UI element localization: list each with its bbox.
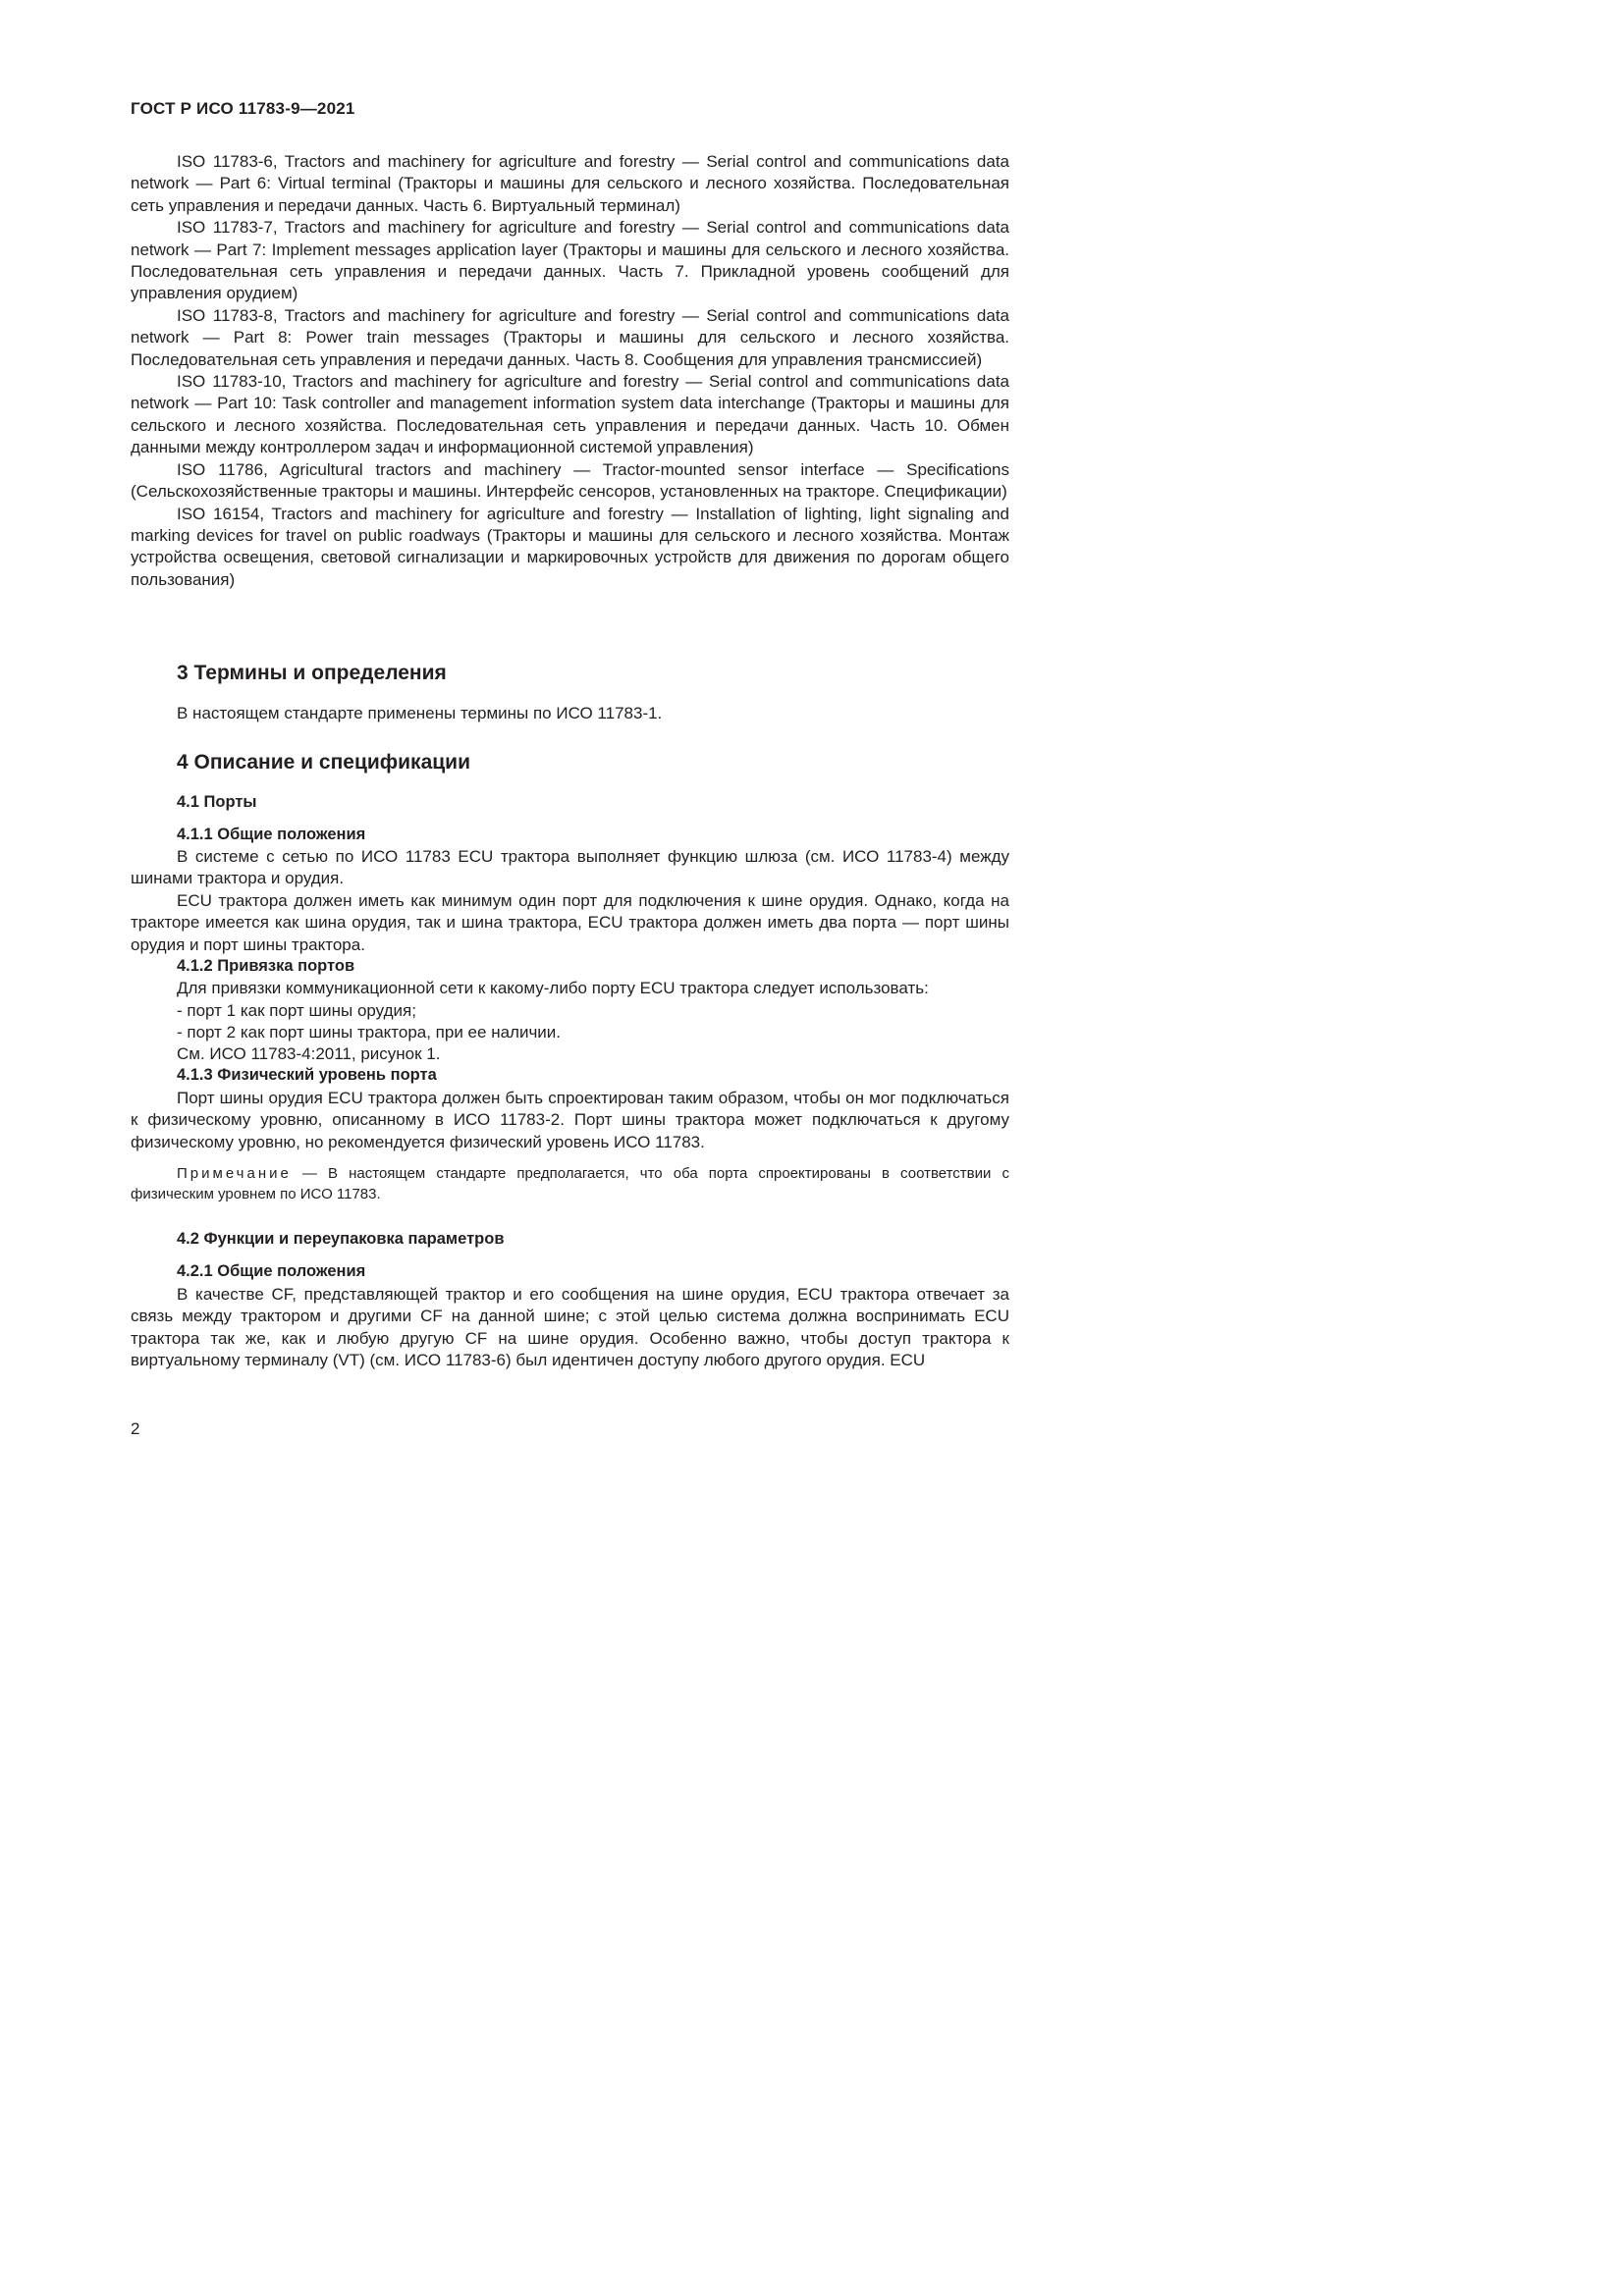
section-3-text: В настоящем стандарте применены термины по ИСО 11783-1.	[177, 704, 663, 722]
section-4-1-2-intro: Для привязки коммуникационной сети к какому-либо порту ECU трактора следует использовать:	[177, 979, 929, 997]
section-4-1-1-heading: 4.1.1 Общие положения	[177, 826, 366, 843]
section-4-1-3-paragraph: Порт шины орудия ECU трактора должен быть спроектирован таким образом, чтобы он мог подключаться к физическому уровню, описанному в ИСО 11783-2. Порт шины трактора может подключаться к другому физическому уровню, но рекомендуется физический уровень ИСО 11783.	[131, 1089, 1009, 1151]
section-3-heading: 3 Термины и определения	[177, 662, 447, 684]
section-4-1-3-body	[131, 1088, 1009, 1153]
document-page	[0, 0, 1080, 1528]
section-4-2-1-heading: 4.2.1 Общие положения	[177, 1262, 366, 1280]
section-4-1-1-paragraph: ECU трактора должен иметь как минимум один порт для подключения к шине орудия. Однако, когда на тракторе имеется как шина орудия, так и шина трактора, ECU трактора должен иметь два порта — порт шины орудия и порт шины трактора.	[131, 890, 1009, 954]
physical-layer-note	[131, 1164, 1009, 1204]
reference-iso-16154: ISO 16154, Tractors and machinery for agriculture and forestry — Installation of lighting, light signaling and marking devices for travel on public roadways (Тракторы и машины для сельского и лесного хозяйства. Монтаж устройства освещения, световой сигнализации и маркировочных устройств для движения по дорогам общего пользования)	[131, 504, 1009, 589]
section-4-1-1-paragraph: В системе с сетью по ИСО 11783 ECU трактора выполняет функцию шлюза (см. ИСО 11783-4) между шинами трактора и орудия.	[131, 847, 1009, 888]
page-number: 2	[131, 1419, 140, 1438]
section-4-2-1-paragraph: В качестве CF, представляющей трактор и его сообщения на шине орудия, ECU трактора отвечает за связь между трактором и другими CF на данной шине; с этой целью система должна воспринимать ECU трактора так же, как и любую другую CF на шине орудия. Особенно важно, чтобы доступ трактора к виртуальному терминалу (VT) (см. ИСО 11783-6) был идентичен доступу любого другого орудия. ECU	[131, 1285, 1009, 1370]
reference-iso-11783-10: ISO 11783-10, Tractors and machinery for agriculture and forestry — Serial control and communications data network — Part 10: Task controller and management information system data interchange (Тракторы и машины для сельского и лесного хозяйства. Последовательная сеть управления и передачи данных. Часть 10. Обмен данными между контроллером задач и информационной системой управления)	[131, 372, 1009, 457]
section-4-1-3-heading: 4.1.3 Физический уровень порта	[177, 1066, 437, 1084]
port-assignment-item: - порт 1 как порт шины орудия;	[177, 1001, 416, 1020]
section-4-2-1-body	[131, 1284, 1009, 1372]
note-label: Примечание	[177, 1165, 292, 1182]
section-4-2-heading: 4.2 Функции и переупаковка параметров	[177, 1230, 505, 1248]
normative-references-list	[131, 151, 1009, 591]
section-4-1-2-reference: См. ИСО 11783-4:2011, рисунок 1.	[177, 1044, 441, 1063]
section-4-1-2-heading: 4.1.2 Привязка портов	[177, 957, 355, 975]
note-text: — В настоящем стандарте предполагается, что оба порта спроектированы в соответствии с физическим уровнем по ИСО 11783.	[131, 1165, 1009, 1202]
section-4-1-heading: 4.1 Порты	[177, 793, 257, 811]
reference-iso-11786: ISO 11786, Agricultural tractors and machinery — Tractor-mounted sensor interface — Specifications (Сельскохозяйственные тракторы и машины. Интерфейс сенсоров, установленных на тракторе. Спецификации)	[131, 459, 1009, 502]
reference-iso-11783-8: ISO 11783-8, Tractors and machinery for agriculture and forestry — Serial control and communications data network — Part 8: Power train messages (Тракторы и машины для сельского и лесного хозяйства. Последовательная сеть управления и передачи данных. Часть 8. Сообщения для управления трансмиссией)	[131, 305, 1009, 369]
reference-iso-11783-7: ISO 11783-7, Tractors and machinery for agriculture and forestry — Serial control and communications data network — Part 7: Implement messages application layer (Тракторы и машины для сельского и лесного хозяйства. Последовательная сеть управления и передачи данных. Часть 7. Прикладной уровень сообщений для управления орудием)	[131, 218, 1009, 303]
section-4-heading: 4 Описание и спецификации	[177, 751, 470, 774]
standard-header: ГОСТ Р ИСО 11783-9—2021	[131, 99, 355, 118]
port-assignment-item: - порт 2 как порт шины трактора, при ее наличии.	[177, 1023, 562, 1041]
section-4-1-1-body	[131, 846, 1009, 956]
reference-iso-11783-6: ISO 11783-6, Tractors and machinery for agriculture and forestry — Serial control and communications data network — Part 6: Virtual terminal (Тракторы и машины для сельского и лесного хозяйства. Последовательная сеть управления и передачи данных. Часть 6. Виртуальный терминал)	[131, 152, 1009, 215]
